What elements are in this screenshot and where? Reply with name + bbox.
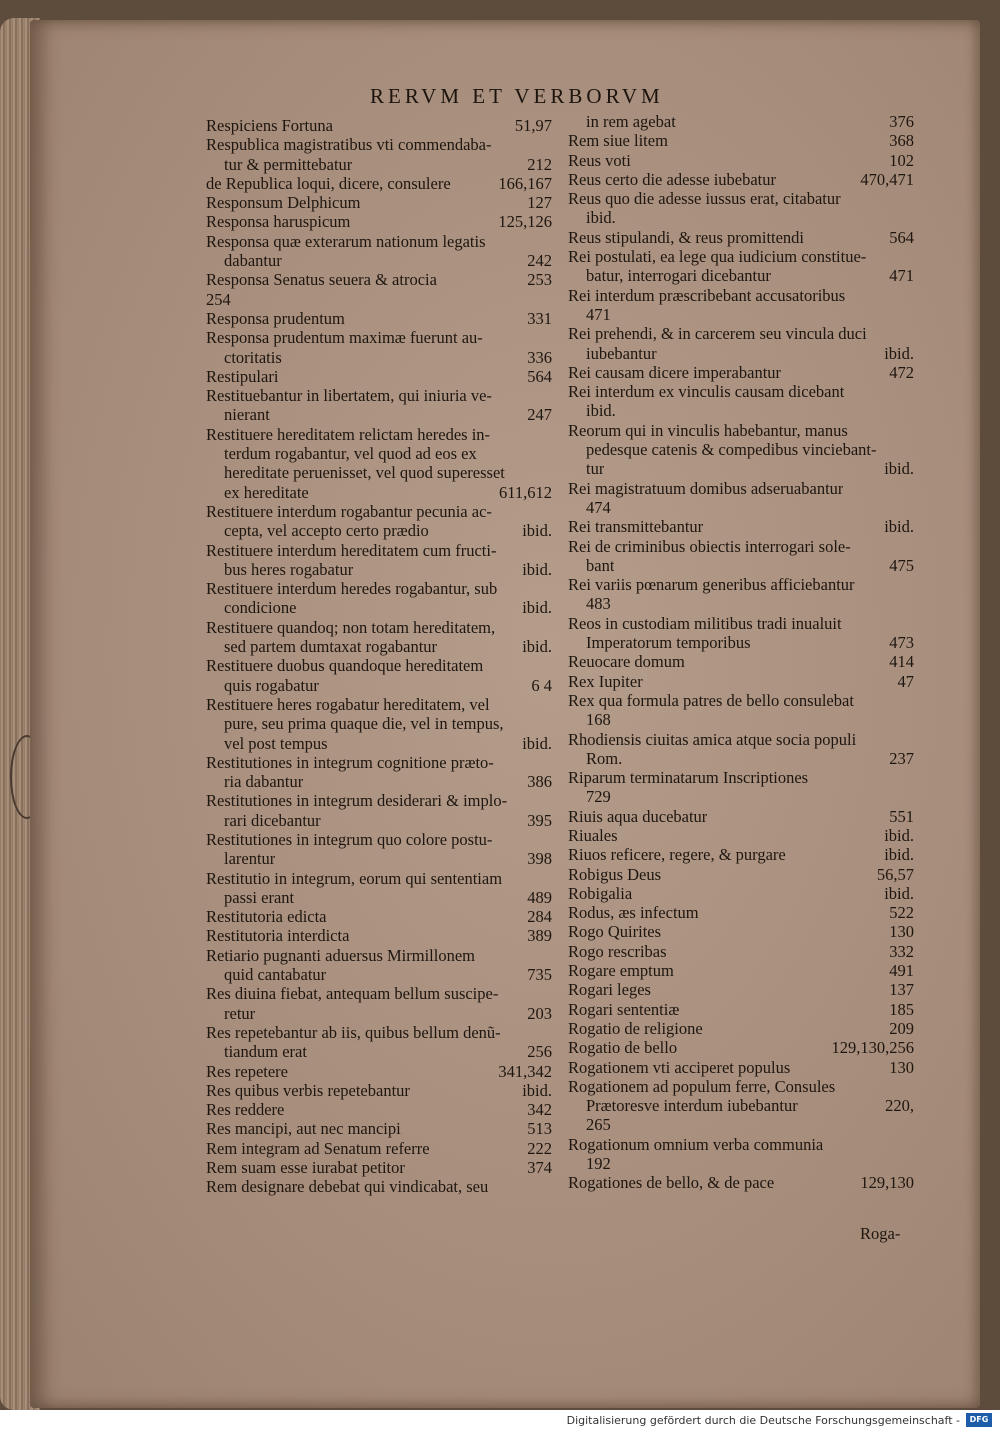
- index-entry: [568, 151, 914, 170]
- index-entry: [206, 541, 552, 560]
- entry-text: cepta, vel accepto certo prædio: [224, 521, 429, 541]
- entry-page-ref: 342: [527, 1100, 552, 1120]
- entry-page-ref: 130: [889, 922, 914, 942]
- index-entry: [206, 348, 552, 367]
- entry-text: bus heres rogabatur: [224, 559, 354, 579]
- entry-text: 483: [586, 594, 611, 614]
- index-entry: [568, 324, 914, 343]
- index-entry: [206, 1042, 552, 1061]
- index-entry: [206, 212, 552, 231]
- index-entry: [206, 830, 552, 849]
- entry-page-ref: 129,130,256: [831, 1038, 914, 1058]
- index-entry: [568, 247, 914, 266]
- index-entry: [568, 594, 914, 613]
- index-entry: [568, 884, 914, 903]
- entry-text: Rem siue litem: [568, 131, 668, 151]
- index-entry: [206, 483, 552, 502]
- index-entry: [568, 208, 914, 227]
- entry-text: Rogo Quirites: [568, 922, 662, 942]
- entry-page-ref: 564: [527, 366, 552, 386]
- index-entry: [206, 116, 552, 135]
- index-entry: [206, 135, 552, 154]
- index-entry: [568, 228, 914, 247]
- entry-text: in rem agebat: [586, 112, 676, 131]
- entry-page-ref: 102: [889, 150, 914, 170]
- entry-text: Rogationem ad populum ferre, Consules: [568, 1076, 836, 1096]
- entry-text: terdum rogabantur, vel quod ad eos ex: [224, 444, 477, 464]
- index-entry: [568, 517, 914, 536]
- index-entry: [206, 598, 552, 617]
- entry-text: Restituere hereditatem relictam heredes in-: [206, 424, 491, 444]
- index-entry: [206, 174, 552, 193]
- entry-text: Rem designare debebat qui vindicabat, seu: [206, 1177, 489, 1197]
- entry-text: Responsum Delphicum: [206, 193, 361, 213]
- entry-text: passi erant: [224, 887, 295, 907]
- entry-page-ref: 735: [527, 965, 552, 985]
- index-entry: [568, 691, 914, 710]
- entry-page-ref: 222: [527, 1138, 552, 1158]
- index-entry: [568, 363, 914, 382]
- entry-text: Restipulari: [206, 366, 279, 386]
- entry-text: Retiario pugnanti aduersus Mirmillonem: [206, 945, 475, 965]
- index-entry: [568, 1038, 914, 1057]
- index-entry: [206, 463, 552, 482]
- entry-text: Rogatio de religione: [568, 1018, 703, 1038]
- index-entry: [568, 1173, 914, 1192]
- entry-text: Restituebantur in libertatem, qui iniuria ve-: [206, 386, 492, 406]
- entry-text: 265: [586, 1115, 611, 1135]
- entry-page-ref: 212: [527, 154, 552, 174]
- entry-text: Restituere quandoq; non totam hereditatem,: [206, 617, 496, 637]
- entry-text: nierant: [224, 405, 270, 425]
- index-entry: [568, 537, 914, 556]
- entry-text: sed partem dumtaxat rogabantur: [224, 637, 438, 657]
- entry-text: Riuis aqua ducebatur: [568, 806, 708, 826]
- entry-text: Rogari leges: [568, 980, 651, 1000]
- entry-text: ibid.: [586, 208, 616, 228]
- entry-page-ref: 472: [889, 362, 914, 382]
- entry-text: retur: [224, 1003, 256, 1023]
- entry-text: larentur: [224, 849, 276, 869]
- index-entry: [568, 286, 914, 305]
- dfg-logo: DFG: [966, 1413, 992, 1427]
- entry-text: Rogatio de bello: [568, 1038, 678, 1058]
- entry-page-ref: 475: [889, 555, 914, 575]
- entry-page-ref: 253: [527, 270, 552, 290]
- index-entry: [206, 579, 552, 598]
- entry-text: tur & permittebatur: [224, 154, 353, 174]
- entry-text: Restituere interdum rogabantur pecunia ac-: [206, 501, 492, 521]
- entry-page-ref: 551: [889, 806, 914, 826]
- entry-text: bant: [586, 555, 615, 575]
- index-entry: [206, 888, 552, 907]
- entry-page-ref: 470,471: [860, 169, 914, 189]
- entry-page-ref: ibid.: [884, 883, 914, 903]
- entry-text: Reus quo die adesse iussus erat, citabatur: [568, 189, 841, 209]
- entry-page-ref: 491: [889, 961, 914, 981]
- entry-text: Restitutiones in integrum cognitione præto-: [206, 752, 494, 772]
- index-entry: [568, 498, 914, 517]
- index-entry: [568, 826, 914, 845]
- entry-text: Restituere heres rogabatur hereditatem, vel: [206, 694, 490, 714]
- index-entry: [206, 869, 552, 888]
- entry-page-ref: 284: [527, 907, 552, 927]
- entry-page-ref: 374: [527, 1158, 552, 1178]
- index-entry: [568, 575, 914, 594]
- entry-text: de Republica loqui, dicere, consulere: [206, 173, 451, 193]
- index-entry: [568, 401, 914, 420]
- entry-text: Robigalia: [568, 883, 633, 903]
- index-entry: [206, 386, 552, 405]
- entry-page-ref: ibid.: [884, 459, 914, 479]
- index-entry: [568, 266, 914, 285]
- index-column-left: [206, 116, 552, 1197]
- index-entry: [568, 614, 914, 633]
- index-entry: [206, 290, 552, 309]
- entry-page-ref: 203: [527, 1003, 552, 1023]
- index-entry: [568, 652, 914, 671]
- index-entry: [206, 965, 552, 984]
- entry-text: Responsa prudentum: [206, 308, 345, 328]
- index-entry: [568, 845, 914, 864]
- entry-page-ref: ibid.: [884, 343, 914, 363]
- entry-text: Rogo rescribas: [568, 941, 667, 961]
- entry-page-ref: 51,97: [514, 116, 552, 135]
- index-entry: [206, 367, 552, 386]
- entry-page-ref: 166,167: [498, 173, 552, 193]
- entry-text: Rogare emptum: [568, 961, 674, 981]
- entry-text: Res repetere: [206, 1061, 288, 1081]
- entry-text: Rei causam dicere imperabantur: [568, 362, 782, 382]
- index-entry: [206, 946, 552, 965]
- index-entry: [206, 444, 552, 463]
- entry-page-ref: 336: [527, 347, 552, 367]
- entry-page-ref: 564: [889, 227, 914, 247]
- index-entry: [568, 459, 914, 478]
- entry-text: Robigus Deus: [568, 864, 662, 884]
- index-entry: [568, 1115, 914, 1134]
- entry-text: Imperatorum temporibus: [586, 633, 751, 653]
- index-entry: [206, 309, 552, 328]
- index-entry: [206, 1139, 552, 1158]
- entry-text: quis rogabatur: [224, 675, 319, 695]
- entry-page-ref: ibid.: [522, 598, 552, 618]
- entry-text: Riparum terminatarum Inscriptiones: [568, 768, 809, 788]
- entry-page-ref: 247: [527, 405, 552, 425]
- entry-text: tur: [586, 459, 605, 479]
- entry-text: Reus stipulandi, & reus promittendi: [568, 227, 805, 247]
- entry-text: Restitutoria interdicta: [206, 926, 350, 946]
- funding-credit: Digitalisierung gefördert durch die Deutsche Forschungsgemeinschaft -: [566, 1414, 960, 1427]
- entry-text: condicione: [224, 598, 297, 618]
- entry-page-ref: 522: [889, 903, 914, 923]
- entry-text: Rei transmittebantur: [568, 517, 704, 537]
- entry-text: Rex qua formula patres de bello consulebat: [568, 690, 854, 710]
- entry-text: Rodus, æs infectum: [568, 903, 699, 923]
- index-entry: [206, 907, 552, 926]
- entry-text: iubebantur: [586, 343, 657, 363]
- entry-page-ref: ibid.: [884, 517, 914, 537]
- entry-text: Rogationes de bello, & de pace: [568, 1173, 775, 1193]
- index-entry: [206, 637, 552, 656]
- entry-page-ref: 489: [527, 887, 552, 907]
- entry-text: Rom.: [586, 748, 623, 768]
- entry-page-ref: ibid.: [884, 845, 914, 865]
- entry-page-ref: 473: [889, 633, 914, 653]
- entry-text: 168: [586, 710, 611, 730]
- entry-text: Reus voti: [568, 150, 631, 170]
- entry-page-ref: 47: [897, 671, 914, 691]
- entry-page-ref: 237: [889, 748, 914, 768]
- entry-page-ref: 332: [889, 941, 914, 961]
- entry-text: hereditate peruenisset, vel quod superesset: [224, 463, 505, 483]
- entry-text: pure, seu prima quaque die, vel in tempus,: [224, 714, 504, 734]
- index-entry: [568, 1096, 914, 1115]
- running-head: RERVM ET VERBORVM: [370, 84, 664, 108]
- index-entry: [568, 749, 914, 768]
- entry-page-ref: 209: [889, 1018, 914, 1038]
- index-entry: [568, 112, 914, 131]
- entry-text: Rex Iupiter: [568, 671, 643, 691]
- index-entry: [206, 618, 552, 637]
- index-entry: [568, 170, 914, 189]
- entry-text: Rei postulati, ea lege qua iudicium constitue-: [568, 247, 867, 267]
- entry-text: Riuos reficere, regere, & purgare: [568, 845, 786, 865]
- index-entry: [206, 1081, 552, 1100]
- entry-text: batur, interrogari dicebantur: [586, 266, 771, 286]
- index-entry: [568, 1154, 914, 1173]
- entry-page-ref: 376: [889, 112, 914, 131]
- index-entry: [568, 1135, 914, 1154]
- index-entry: [568, 556, 914, 575]
- entry-text: Rem suam esse iurabat petitor: [206, 1158, 405, 1178]
- index-entry: [568, 633, 914, 652]
- index-entry: [206, 753, 552, 772]
- index-entry: [568, 421, 914, 440]
- index-entry: [568, 440, 914, 459]
- entry-text: Responsa quæ exterarum nationum legatis: [206, 231, 486, 251]
- entry-page-ref: 6 4: [531, 675, 552, 695]
- index-entry: [568, 942, 914, 961]
- index-entry: [206, 984, 552, 1003]
- entry-text: Restitutio in integrum, eorum qui sententiam: [206, 868, 503, 888]
- index-entry: [206, 425, 552, 444]
- index-entry: [206, 849, 552, 868]
- entry-text: vel post tempus: [224, 733, 328, 753]
- entry-text: Reorum qui in vinculis habebantur, manus: [568, 420, 848, 440]
- entry-text: 474: [586, 497, 611, 517]
- index-entry: [206, 232, 552, 251]
- entry-text: Res mancipi, aut nec mancipi: [206, 1119, 401, 1139]
- index-entry: [206, 695, 552, 714]
- entry-text: Responsa prudentum maximæ fuerunt au-: [206, 328, 483, 348]
- entry-page-ref: ibid.: [522, 559, 552, 579]
- entry-text: Res reddere: [206, 1100, 285, 1120]
- entry-text: ibid.: [586, 401, 616, 421]
- entry-text: 192: [586, 1154, 611, 1174]
- index-entry: [206, 1158, 552, 1177]
- index-entry: [568, 980, 914, 999]
- index-entry: [206, 656, 552, 675]
- catchword: Roga-: [860, 1224, 901, 1243]
- index-entry: [568, 1000, 914, 1019]
- entry-page-ref: ibid.: [522, 521, 552, 541]
- index-entry: [568, 672, 914, 691]
- entry-text: Restitutiones in integrum desiderari & implo-: [206, 791, 508, 811]
- footer-bar: [0, 1410, 1000, 1433]
- entry-page-ref: 414: [889, 652, 914, 672]
- entry-text: Restituere interdum hereditatem cum fructi-: [206, 540, 497, 560]
- entry-text: Restituere duobus quandoque hereditatem: [206, 656, 484, 676]
- entry-page-ref: 471: [889, 266, 914, 286]
- entry-text: Responsa Senatus seuera & atrocia: [206, 270, 437, 290]
- entry-text: 471: [586, 304, 611, 324]
- entry-text: Res diuina fiebat, antequam bellum suscipe-: [206, 984, 499, 1004]
- entry-text: Rogari sententiæ: [568, 999, 680, 1019]
- entry-page-ref: 611,612: [498, 482, 552, 502]
- entry-text: rari dicebantur: [224, 810, 321, 830]
- index-entry: [206, 1119, 552, 1138]
- entry-text: Restitutiones in integrum quo colore postu-: [206, 829, 493, 849]
- entry-text: Rei prehendi, & in carcerem seu vincula duci: [568, 324, 867, 344]
- entry-page-ref: 331: [527, 308, 552, 328]
- entry-text: Rhodiensis ciuitas amica atque socia populi: [568, 729, 857, 749]
- entry-page-ref: 256: [527, 1042, 552, 1062]
- index-entry: [568, 344, 914, 363]
- index-entry: [206, 676, 552, 695]
- index-entry: [206, 1004, 552, 1023]
- index-entry: [206, 1100, 552, 1119]
- entry-text: Res repetebantur ab iis, quibus bellum denũ-: [206, 1022, 501, 1042]
- entry-text: Restituere interdum heredes rogabantur, sub: [206, 579, 498, 599]
- entry-page-ref: 341,342: [498, 1061, 552, 1081]
- entry-page-ref: 395: [527, 810, 552, 830]
- index-entry: [568, 903, 914, 922]
- entry-text: Rem integram ad Senatum referre: [206, 1138, 430, 1158]
- entry-text: ria dabantur: [224, 772, 304, 792]
- entry-page-ref: 185: [889, 999, 914, 1019]
- entry-text: pedesque catenis & compedibus vinciebant-: [586, 440, 877, 460]
- entry-text: Prætoresve interdum iubebantur: [586, 1096, 798, 1116]
- index-entry: [568, 131, 914, 150]
- entry-text: Rogationum omnium verba communia: [568, 1134, 824, 1154]
- entry-text: 254: [206, 289, 231, 309]
- entry-text: Respiciens Fortuna: [206, 116, 333, 135]
- entry-text: Rei magistratuum domibus adseruabantur: [568, 478, 844, 498]
- index-entry: [568, 305, 914, 324]
- entry-page-ref: ibid.: [522, 1080, 552, 1100]
- index-entry: [568, 382, 914, 401]
- entry-page-ref: ibid.: [522, 733, 552, 753]
- index-entry: [206, 714, 552, 733]
- entry-text: Rei interdum præscribebant accusatoribus: [568, 285, 846, 305]
- index-entry: [568, 787, 914, 806]
- index-entry: [206, 251, 552, 270]
- entry-text: Rogationem vti acciperet populus: [568, 1057, 791, 1077]
- index-entry: [568, 1019, 914, 1038]
- index-entry: [568, 807, 914, 826]
- index-entry: [568, 710, 914, 729]
- index-entry: [568, 479, 914, 498]
- index-entry: [206, 405, 552, 424]
- entry-text: Respublica magistratibus vti commendaba-: [206, 135, 492, 155]
- index-entry: [206, 560, 552, 579]
- index-entry: [206, 521, 552, 540]
- entry-page-ref: ibid.: [522, 637, 552, 657]
- entry-page-ref: 220,: [885, 1096, 914, 1116]
- entry-text: Rei de criminibus obiectis interrogari sole-: [568, 536, 851, 556]
- entry-page-ref: 398: [527, 849, 552, 869]
- entry-text: ex hereditate: [224, 482, 309, 502]
- entry-page-ref: 389: [527, 926, 552, 946]
- entry-text: 729: [586, 787, 611, 807]
- entry-text: Reuocare domum: [568, 652, 685, 672]
- index-column-right: [568, 112, 914, 1193]
- entry-text: Reos in custodiam militibus tradi inualuit: [568, 613, 842, 633]
- index-entry: [206, 270, 552, 289]
- entry-page-ref: 130: [889, 1057, 914, 1077]
- index-entry: [206, 1062, 552, 1081]
- index-entry: [206, 1023, 552, 1042]
- entry-text: quid cantabatur: [224, 965, 327, 985]
- entry-text: Rei variis pœnarum generibus afficiebantur: [568, 575, 855, 595]
- index-entry: [568, 961, 914, 980]
- index-entry: [206, 811, 552, 830]
- index-entry: [568, 730, 914, 749]
- entry-page-ref: ibid.: [884, 825, 914, 845]
- entry-page-ref: 242: [527, 251, 552, 271]
- entry-text: Rei interdum ex vinculis causam dicebant: [568, 382, 845, 402]
- entry-page-ref: 137: [889, 980, 914, 1000]
- index-entry: [206, 193, 552, 212]
- index-entry: [206, 772, 552, 791]
- index-entry: [206, 502, 552, 521]
- index-entry: [568, 768, 914, 787]
- entry-page-ref: 129,130: [860, 1173, 914, 1193]
- entry-page-ref: 56,57: [876, 864, 914, 884]
- entry-text: Riuales: [568, 825, 618, 845]
- entry-text: Restitutoria edicta: [206, 907, 327, 927]
- index-entry: [568, 1077, 914, 1096]
- index-entry: [206, 791, 552, 810]
- entry-page-ref: 368: [889, 131, 914, 151]
- index-entry: [568, 865, 914, 884]
- entry-page-ref: 127: [527, 193, 552, 213]
- index-entry: [568, 189, 914, 208]
- index-entry: [568, 1058, 914, 1077]
- index-entry: [206, 926, 552, 945]
- entry-text: Res quibus verbis repetebantur: [206, 1080, 410, 1100]
- index-entry: [206, 328, 552, 347]
- entry-text: Reus certo die adesse iubebatur: [568, 169, 777, 189]
- index-entry: [206, 155, 552, 174]
- entry-page-ref: 386: [527, 772, 552, 792]
- entry-page-ref: 513: [527, 1119, 552, 1139]
- entry-page-ref: 125,126: [498, 212, 552, 232]
- index-entry: [568, 922, 914, 941]
- index-entry: [206, 734, 552, 753]
- entry-text: Responsa haruspicum: [206, 212, 351, 232]
- entry-text: ctoritatis: [224, 347, 282, 367]
- entry-text: dabantur: [224, 251, 282, 271]
- index-entry: [206, 1177, 552, 1196]
- entry-text: tiandum erat: [224, 1042, 307, 1062]
